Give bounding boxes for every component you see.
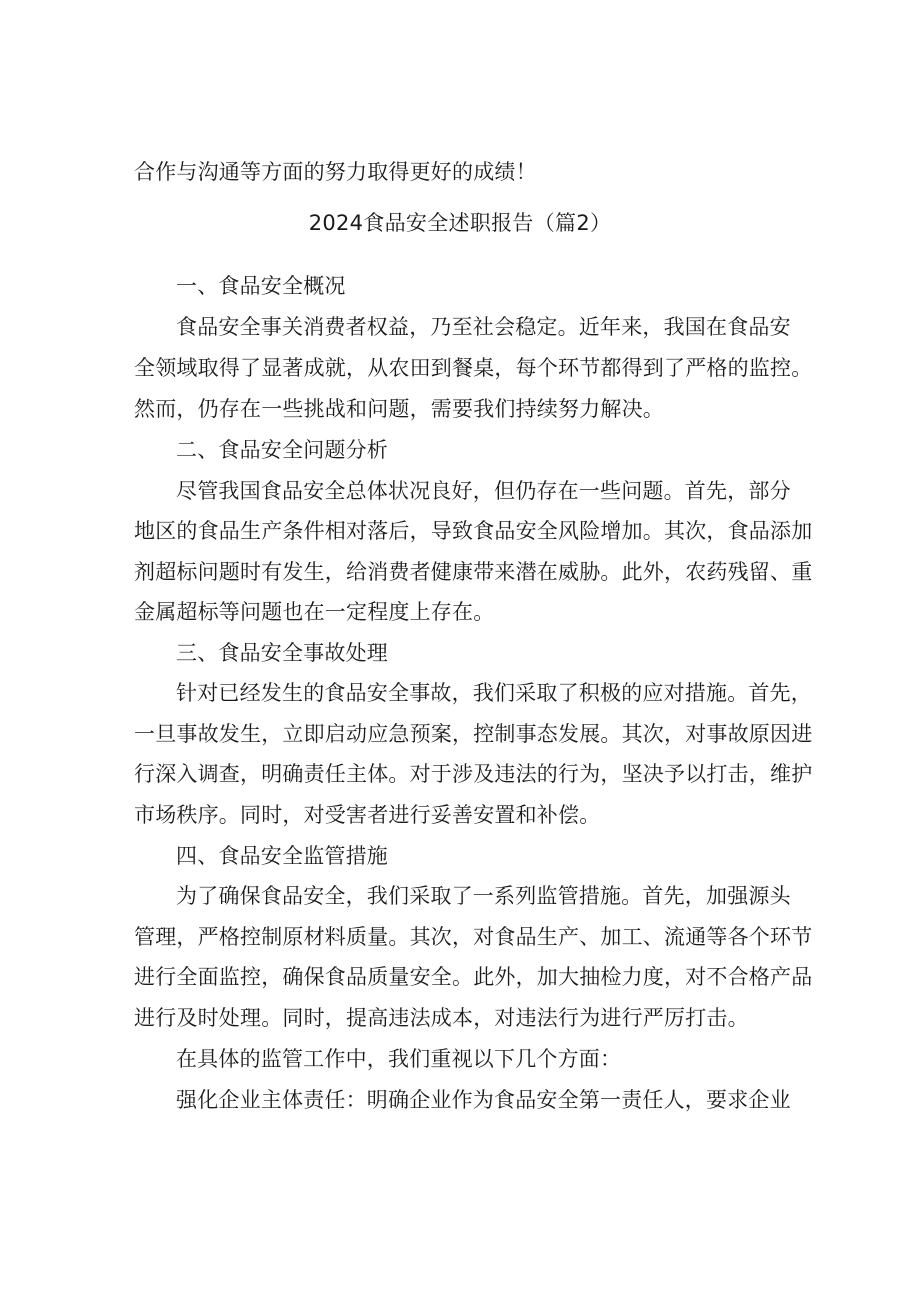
- section-heading-4: 四、食品安全监管措施: [176, 844, 388, 868]
- paragraph-line: 金属超标等问题也在一定程度上存在。: [134, 600, 495, 624]
- carryover-line: 合作与沟通等方面的努力取得更好的成绩！: [134, 160, 537, 184]
- paragraph-line: 然而，仍存在一些挑战和问题，需要我们持续努力解决。: [134, 397, 664, 421]
- section-heading-1: 一、食品安全概况: [176, 274, 346, 298]
- paragraph-line: 一旦事故发生，立即启动应急预案，控制事态发展。其次，对事故原因进: [134, 722, 813, 746]
- paragraph-line: 在具体的监管工作中，我们重视以下几个方面：: [176, 1047, 622, 1071]
- paragraph-line: 管理，严格控制原材料质量。其次，对食品生产、加工、流通等各个环节: [134, 925, 813, 949]
- paragraph-line: 食品安全事关消费者权益，乃至社会稳定。近年来，我国在食品安: [176, 315, 791, 339]
- paragraph-line: 剂超标问题时有发生，给消费者健康带来潜在威胁。此外，农药残留、重: [134, 560, 813, 584]
- paragraph-line: 进行全面监控，确保食品质量安全。此外，加大抽检力度，对不合格产品: [134, 965, 813, 989]
- paragraph-line: 尽管我国食品安全总体状况良好，但仍存在一些问题。首先，部分: [176, 479, 791, 503]
- paragraph-line: 市场秩序。同时，对受害者进行妥善安置和补偿。: [134, 803, 601, 827]
- paragraph-line: 为了确保食品安全，我们采取了一系列监管措施。首先，加强源头: [176, 884, 791, 908]
- section-heading-3: 三、食品安全事故处理: [176, 641, 388, 665]
- paragraph-line: 全领域取得了显著成就，从农田到餐桌，每个环节都得到了严格的监控。: [134, 356, 813, 380]
- paragraph-line: 地区的食品生产条件相对落后，导致食品安全风险增加。其次，食品添加: [134, 519, 813, 543]
- paragraph-line: 进行及时处理。同时，提高违法成本，对违法行为进行严厉打击。: [134, 1006, 749, 1030]
- paragraph-line: 针对已经发生的食品安全事故，我们采取了积极的应对措施。首先，: [176, 681, 812, 705]
- section-heading-2: 二、食品安全问题分析: [176, 438, 388, 462]
- paragraph-line: 强化企业主体责任：明确企业作为食品安全第一责任人，要求企业: [176, 1088, 791, 1112]
- document-title: 2024食品安全述职报告（篇2）: [308, 211, 612, 235]
- paragraph-line: 行深入调查，明确责任主体。对于涉及违法的行为，坚决予以打击，维护: [134, 762, 813, 786]
